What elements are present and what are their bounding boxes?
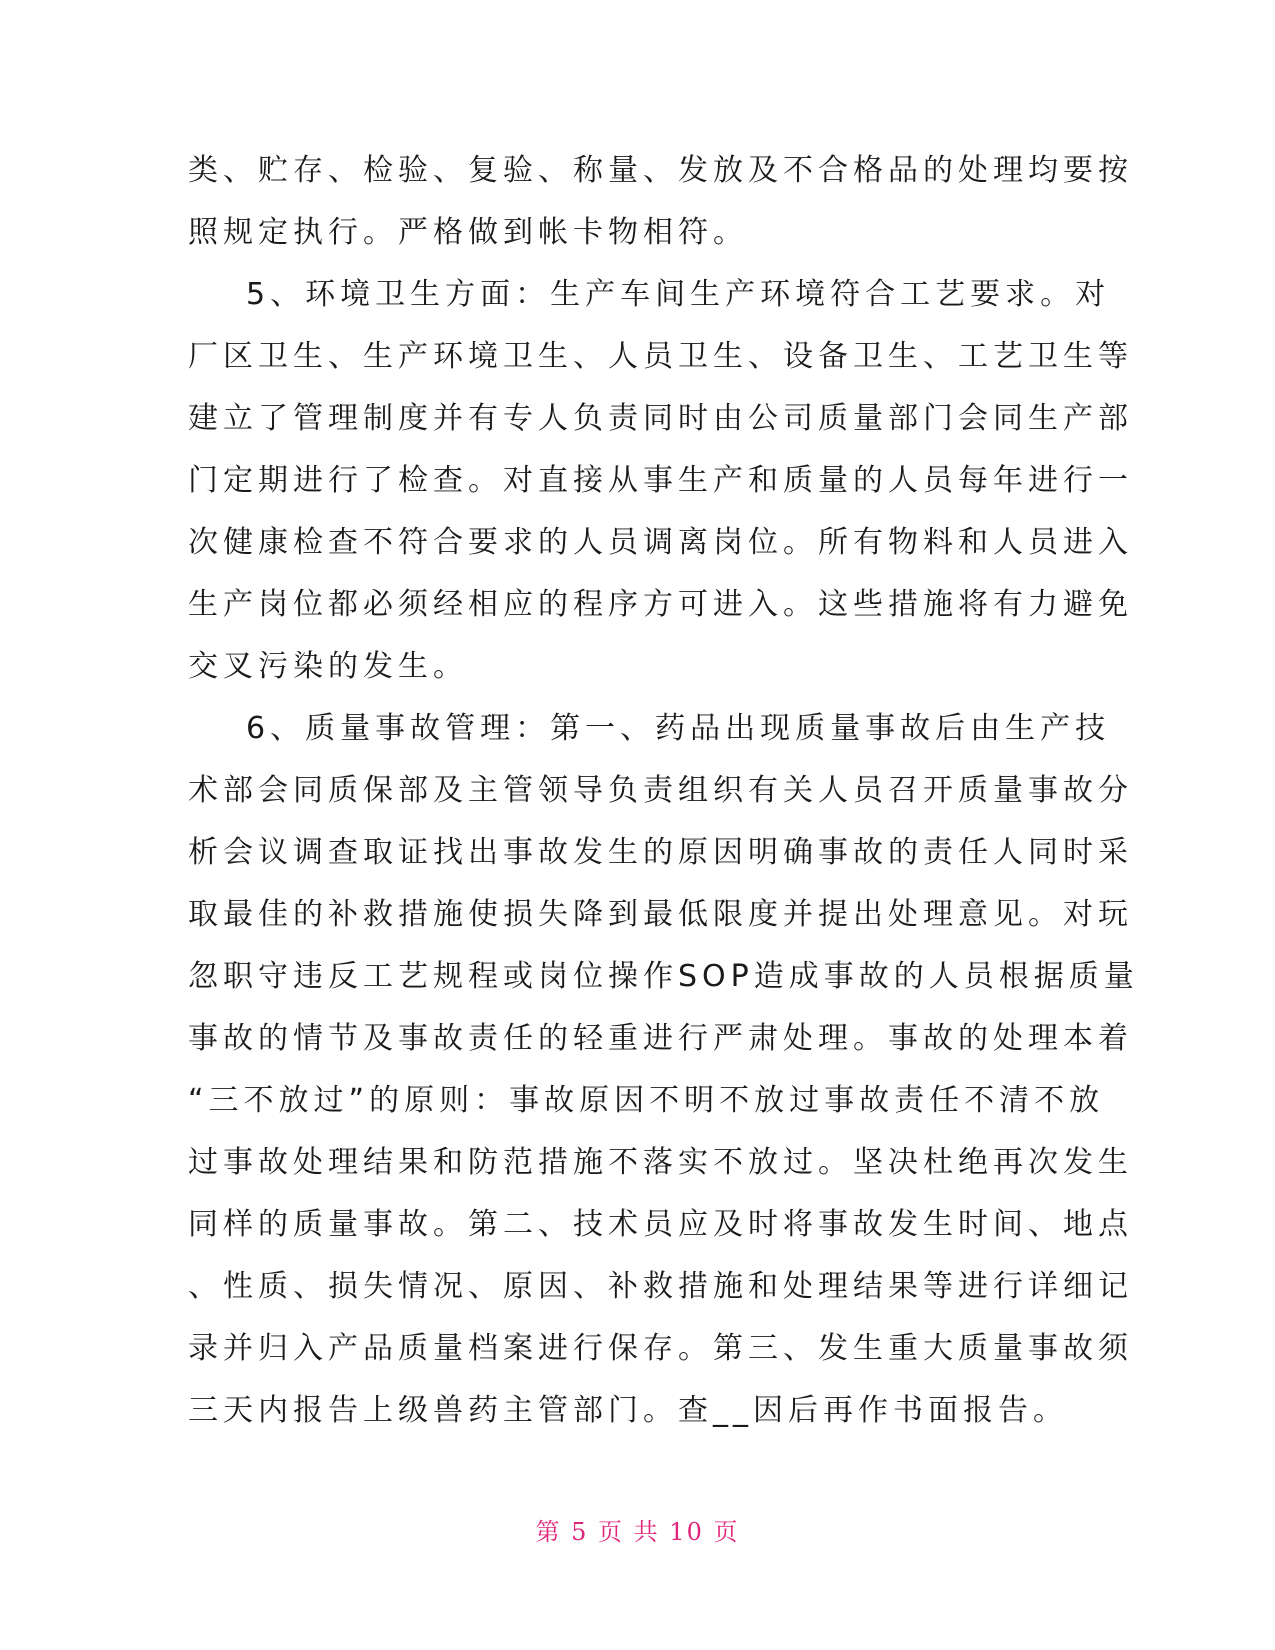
text-line: 三天内报告上级兽药主管部门。查__因后再作书面报告。 [188, 1393, 1068, 1428]
text-line: 事故的情节及事故责任的轻重进行严肃处理。事故的处理本着 [188, 1021, 1133, 1056]
text-line: 照规定执行。严格做到帐卡物相符。 [188, 215, 748, 250]
text-line: 术部会同质保部及主管领导负责组织有关人员召开质量事故分 [188, 773, 1133, 808]
page-number-label: 第 5 页 共 10 页 [535, 1518, 740, 1546]
text-line: 建立了管理制度并有专人负责同时由公司质量部门会同生产部 [188, 401, 1133, 436]
text-line: 门定期进行了检查。对直接从事生产和质量的人员每年进行一 [188, 463, 1133, 498]
text-line: 厂区卫生、生产环境卫生、人员卫生、设备卫生、工艺卫生等 [188, 339, 1133, 374]
text-line: 交叉污染的发生。 [188, 649, 468, 684]
document-body [188, 140, 1139, 1442]
page-footer [0, 1512, 1275, 1547]
text-line: 取最佳的补救措施使损失降到最低限度并提出处理意见。对玩 [188, 897, 1133, 932]
text-line: 录并归入产品质量档案进行保存。第三、发生重大质量事故须 [188, 1331, 1133, 1366]
text-line: 类、贮存、检验、复验、称量、发放及不合格品的处理均要按 [188, 153, 1133, 188]
text-line: 析会议调查取证找出事故发生的原因明确事故的责任人同时采 [188, 835, 1133, 870]
text-line: “三不放过”的原则：事故原因不明不放过事故责任不清不放 [188, 1083, 1105, 1118]
text-line: 、性质、损失情况、原因、补救措施和处理结果等进行详细记 [188, 1269, 1133, 1304]
paragraph-heading-6: 6、质量事故管理：第一、药品出现质量事故后由生产技 [246, 711, 1111, 746]
paragraph-heading-5: 5、环境卫生方面：生产车间生产环境符合工艺要求。对 [246, 277, 1111, 312]
text-line: 忽职守违反工艺规程或岗位操作SOP造成事故的人员根据质量 [188, 959, 1139, 994]
text-line: 同样的质量事故。第二、技术员应及时将事故发生时间、地点 [188, 1207, 1133, 1242]
text-line: 生产岗位都必须经相应的程序方可进入。这些措施将有力避免 [188, 587, 1133, 622]
text-line: 过事故处理结果和防范措施不落实不放过。坚决杜绝再次发生 [188, 1145, 1133, 1180]
text-line: 次健康检查不符合要求的人员调离岗位。所有物料和人员进入 [188, 525, 1133, 560]
